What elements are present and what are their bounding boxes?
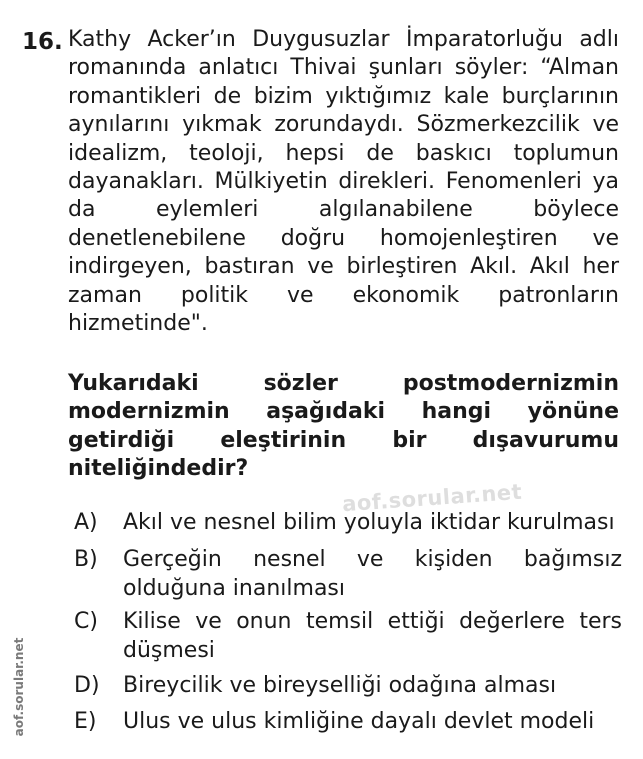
option-text: Gerçeğin nesnel ve kişiden bağımsız olduğuna inanılması: [123, 547, 622, 601]
option-letter: A): [74, 510, 98, 535]
option-a[interactable]: [74, 508, 622, 537]
option-b[interactable]: [74, 545, 622, 603]
question-prompt: Yukarıdaki sözler postmodernizmin modernizmin aşağıdaki hangi yönüne getirdiği eleştirinin bir dışavurumu niteliğindedir?: [68, 371, 619, 482]
option-d[interactable]: [74, 671, 622, 700]
question-number: 16.: [22, 29, 63, 55]
option-c[interactable]: [74, 607, 622, 665]
option-text: Ulus ve ulus kimliğine dayalı devlet modeli: [123, 709, 595, 734]
option-letter: D): [74, 673, 100, 698]
option-letter: E): [74, 709, 97, 734]
option-text: Kilise ve onun temsil ettiği değerlere ters düşmesi: [123, 609, 622, 663]
option-e[interactable]: [74, 707, 622, 736]
option-letter: C): [74, 609, 98, 634]
watermark-center: aof.sorular.net: [341, 479, 523, 517]
option-letter: B): [74, 547, 98, 572]
question-passage: Kathy Acker’ın Duygusuzlar İmparatorluğu adlı romanında anlatıcı Thivai şunları söyler: “Alman romantikleri de bizim yıktığımız kale burçlarının aynılarını yıkmak zorundaydı. Sözmerkezcilik ve idealizm, teoloji, hepsi de baskıcı toplumun dayanakları. Mülkiyetin direkleri. Fenomenleri ya da eylemleri algılanabilene böylece denetlenebilene doğru homojenleştiren ve indirgeyen, bastıran ve birleştiren Akıl. Akıl her zaman politik ve ekonomik patronların hizmetinde".: [68, 27, 619, 337]
watermark-side: aof.sorular.net: [12, 637, 26, 737]
option-text: Bireycilik ve bireyselliği odağına alması: [123, 673, 557, 698]
option-text: Akıl ve nesnel bilim yoluyla iktidar kurulması: [123, 510, 615, 535]
